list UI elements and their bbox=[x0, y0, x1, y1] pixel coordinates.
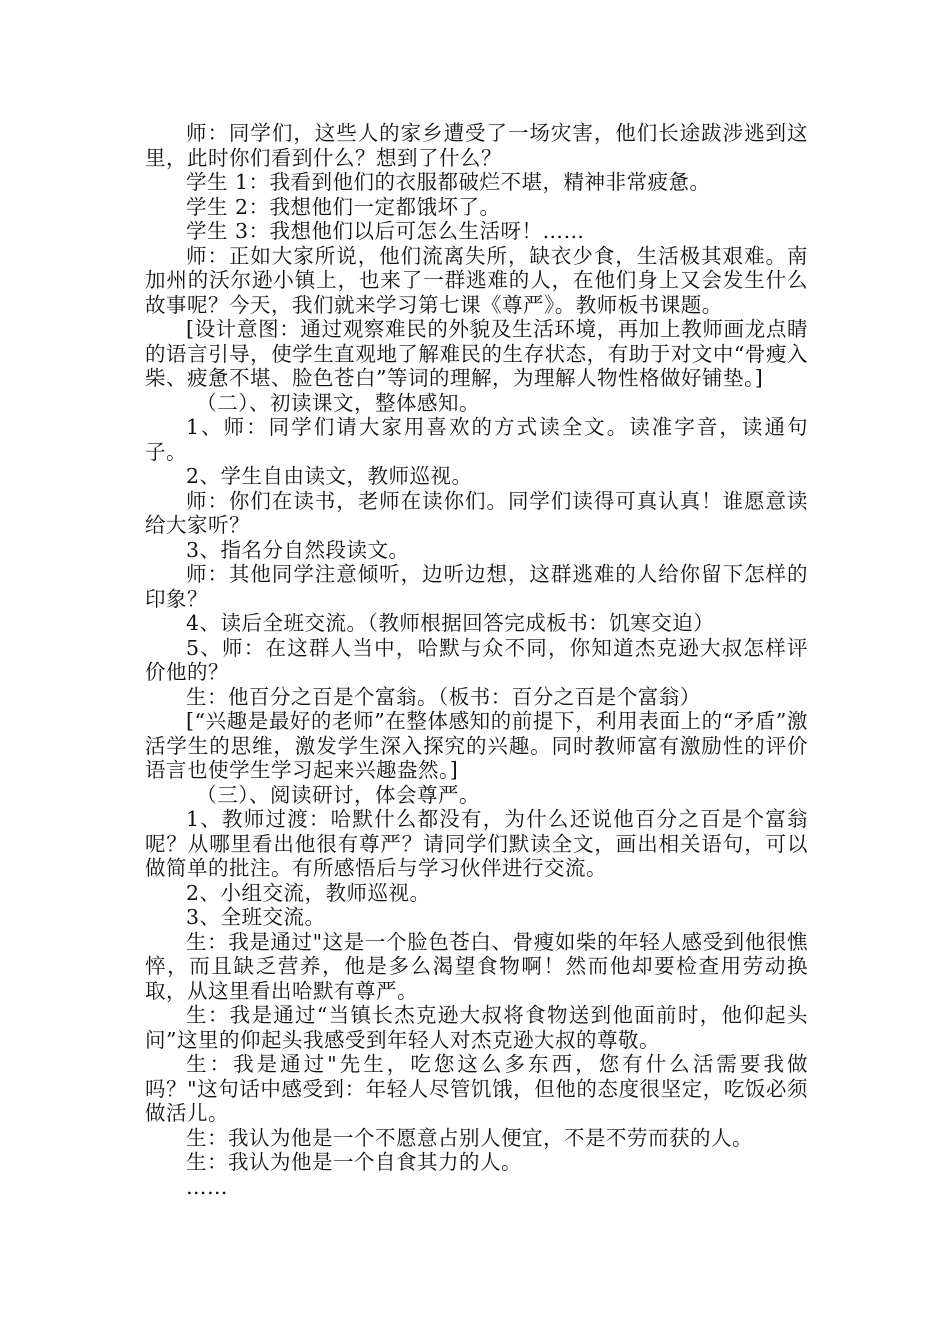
paragraph-teacher-intro: 师：同学们，这些人的家乡遭受了一场灾害，他们长途跋涉逃到这里，此时你们看到什么？想到了什么？ bbox=[145, 121, 808, 170]
paragraph-teacher-lesson-title: 师：正如大家所说，他们流离失所，缺衣少食，生活极其艰难。南加州的沃尔逊小镇上，也来了一群逃难的人，在他们身上又会发生什么故事呢？今天，我们就来学习第七课《尊严》。教师板书课题。 bbox=[145, 243, 808, 317]
paragraph-ellipsis: …… bbox=[186, 1174, 228, 1199]
paragraph-teacher-transition: 1、教师过渡：哈默什么都没有，为什么还说他百分之百是个富翁呢？从哪里看出他很有尊严？请同学们默读全文，画出相关语句，可以做简单的批注。有所感悟后与学习伙伴进行交流。 bbox=[145, 807, 808, 880]
paragraph-design-intent-2: [“兴趣是最好的老师”在整体感知的前提下，利用表面上的“矛盾”激活学生的思维，激发学生深入探究的兴趣。同时教师富有激励性的评价语言也使学生学习起来兴趣盎然。] bbox=[145, 709, 808, 782]
paragraph-design-intent-1: [设计意图：通过观察难民的外貌及生活环境，再加上教师画龙点睛的语言引导，使学生直观地了解难民的生存状态，有助于对文中“骨瘦入柴、疲惫不堪、脸色苍白”等词的理解，为理解人物性格做好铺垫。] bbox=[145, 317, 808, 390]
paragraph-step-3: 3、指名分自然段读文。 bbox=[186, 537, 410, 562]
paragraph-teacher-listen: 师：其他同学注意倾听，边听边想，这群逃难的人给你留下怎样的印象？ bbox=[145, 562, 808, 611]
paragraph-student-3: 学生 3：我想他们以后可怎么生活呀！…… bbox=[186, 219, 585, 243]
paragraph-step-4: 4、读后全班交流。（教师根据回答完成板书：饥寒交迫） bbox=[186, 611, 715, 635]
paragraph-student-2: 学生 2：我想他们一定都饿坏了。 bbox=[186, 194, 501, 219]
paragraph-group-discussion: 2、小组交流，教师巡视。 bbox=[186, 880, 431, 905]
paragraph-student-response-1: 生：我是通过"这是一个脸色苍白、骨瘦如柴的年轻人感受到他很憔悴，而且缺乏营养，他是多么渴望食物啊！然而他却要检查用劳动换取，从这里看出哈默有尊严。 bbox=[145, 929, 808, 1003]
paragraph-step-2: 2、学生自由读文，教师巡视。 bbox=[186, 464, 473, 488]
paragraph-student-answer: 生：他百分之百是个富翁。（板书：百分之百是个富翁） bbox=[186, 684, 701, 709]
paragraph-student-1: 学生 1：我看到他们的衣服都破烂不堪，精神非常疲惫。 bbox=[186, 170, 711, 194]
paragraph-student-response-4: 生：我认为他是一个不愿意占别人便宜，不是不劳而获的人。 bbox=[186, 1125, 753, 1150]
paragraph-step-5: 5、师：在这群人当中，哈默与众不同，你知道杰克逊大叔怎样评价他的？ bbox=[145, 635, 808, 684]
paragraph-student-response-3: 生：我是通过"先生，吃您这么多东西，您有什么活需要我做吗？"这句话中感受到：年轻人尽管饥饿，但他的态度很坚定，吃饭必须做活儿。 bbox=[145, 1052, 808, 1125]
section-heading-3: （三）、阅读研讨，体会尊严。 bbox=[196, 782, 480, 807]
document-page bbox=[145, 121, 808, 1199]
paragraph-class-discussion: 3、全班交流。 bbox=[186, 905, 326, 929]
paragraph-teacher-praise: 师：你们在读书，老师在读你们。同学们读得可真认真！谁愿意读给大家听？ bbox=[145, 488, 808, 537]
paragraph-step-1: 1、师：同学们请大家用喜欢的方式读全文。读准字音，读通句子。 bbox=[145, 415, 808, 464]
paragraph-student-response-5: 生：我认为他是一个自食其力的人。 bbox=[186, 1150, 522, 1174]
section-heading-2: （二）、初读课文，整体感知。 bbox=[196, 390, 480, 415]
paragraph-student-response-2: 生：我是通过“当镇长杰克逊大叔将食物送到他面前时，他仰起头问”这里的仰起头我感受到年轻人对杰克逊大叔的尊敬。 bbox=[145, 1003, 808, 1052]
